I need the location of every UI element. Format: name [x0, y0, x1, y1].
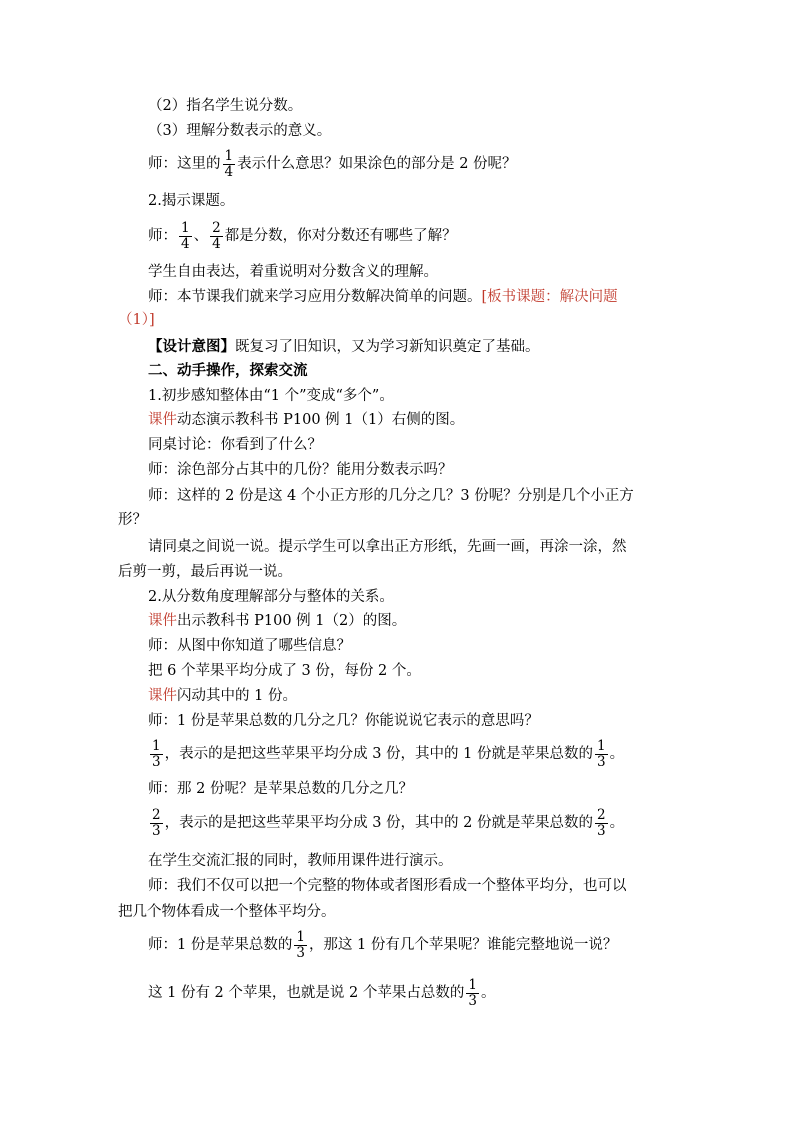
fraction: $\frac{2}{3}$: [596, 806, 606, 839]
fraction: $\frac{1}{3}$: [152, 737, 161, 770]
paragraph: （1）]: [118, 312, 155, 328]
paragraph: 在学生交流汇报的同时，教师用课件进行演示。: [148, 853, 453, 869]
fraction: $\frac{1}{3}$: [296, 928, 305, 961]
section-heading: 二、动手操作，探索交流: [148, 362, 308, 379]
paragraph: 2.从分数角度理解部分与整体的关系。: [148, 589, 394, 605]
paragraph: 课件出示教科书 P100 例 1（2）的图。: [148, 613, 407, 629]
paragraph: 把 6 个苹果平均分成了 3 份，每份 2 个。: [148, 663, 421, 679]
fraction: $\frac{1}{3}$: [468, 976, 477, 1009]
paragraph: $\frac{2}{3}$ ，表示的是把这些苹果平均分成 3 份，其中的 2 份就是苹果总数的 $\frac{2}{3}$ 。: [152, 806, 625, 839]
fraction: $\frac{2}{3}$: [152, 806, 161, 839]
courseware-label: 课件: [148, 688, 177, 704]
paragraph: 师： $\frac{1}{4}$ 、 $\frac{2}{4}$ 都是分数，你对分数还有哪些了解？: [148, 219, 457, 252]
paragraph: 2.揭示课题。: [148, 193, 235, 209]
fraction: $\frac{1}{4}$: [181, 219, 190, 252]
courseware-label: 课件: [148, 412, 177, 428]
paragraph: 同桌讨论：你看到了什么？: [148, 437, 322, 453]
paragraph: 师：这样的 2 份是这 4 个小正方形的几分之几？3 份呢？分别是几个小正方: [148, 488, 634, 504]
design-intent: 【设计意图】既复习了旧知识，又为学习新知识奠定了基础。: [148, 338, 540, 355]
paragraph: 师：1 份是苹果总数的几分之几？你能说说它表示的意思吗？: [148, 713, 539, 729]
paragraph: （3）理解分数表示的意义。: [148, 123, 332, 139]
paragraph: 师：本节课我们就来学习应用分数解决简单的问题。[板书课题：解决问题: [148, 289, 618, 305]
courseware-label: 课件: [148, 613, 177, 629]
paragraph: 后剪一剪，最后再说一说。: [118, 564, 292, 580]
paragraph: 课件动态演示教科书 P100 例 1（1）右侧的图。: [148, 412, 465, 428]
paragraph: 这 1 份有 2 个苹果，也就是说 2 个苹果占总数的 $\frac{1}{3}$ 。: [148, 976, 496, 1009]
paragraph: 师：这里的 $\frac{1}{4}$ 表示什么意思？如果涂色的部分是 2 份呢？: [148, 147, 517, 180]
fraction: $\frac{2}{4}$: [212, 219, 221, 252]
paragraph: 师：涂色部分占其中的几份？能用分数表示吗？: [148, 462, 453, 478]
paragraph: 1.初步感知整体由“1 个”变成“多个”。: [148, 388, 394, 404]
fraction: $\frac{1}{3}$: [596, 737, 606, 770]
paragraph: 师：从图中你知道了哪些信息？: [148, 638, 351, 654]
paragraph: 师：1 份是苹果总数的 $\frac{1}{3}$ ，那这 1 份有几个苹果呢？谁能完整地说一说？: [148, 928, 618, 961]
board-title-note: [板书课题：解决问题: [481, 289, 618, 305]
paragraph: （2）指名学生说分数。: [148, 98, 303, 114]
paragraph: 请同桌之间说一说。提示学生可以拿出正方形纸，先画一画，再涂一涂，然: [148, 539, 627, 555]
paragraph: 师：我们不仅可以把一个完整的物体或者图形看成一个整体平均分，也可以: [148, 878, 627, 894]
paragraph: $\frac{1}{3}$ ，表示的是把这些苹果平均分成 3 份，其中的 1 份就是苹果总数的 $\frac{1}{3}$ 。: [152, 737, 625, 770]
paragraph: 课件闪动其中的 1 份。: [148, 688, 297, 704]
paragraph: 师：那 2 份呢？是苹果总数的几分之几？: [148, 781, 413, 797]
paragraph: 学生自由表达，着重说明对分数含义的理解。: [148, 264, 438, 280]
fraction: $\frac{1}{4}$: [224, 147, 234, 180]
paragraph: 形？: [118, 512, 147, 528]
paragraph: 把几个物体看成一个整体平均分。: [118, 904, 336, 920]
